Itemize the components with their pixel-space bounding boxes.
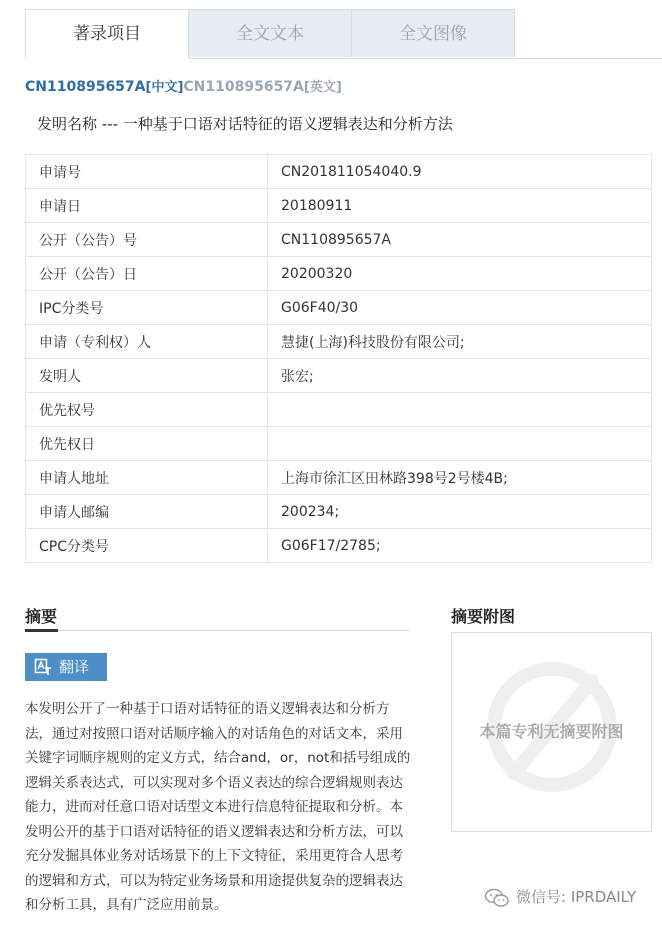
- table-row: [26, 495, 652, 529]
- publication-number-cn[interactable]: CN110895657A: [25, 79, 146, 95]
- field-value: 上海市徐汇区田林路398号2号楼4B;: [268, 461, 652, 495]
- table-row: [26, 325, 652, 359]
- field-label: 申请人地址: [26, 461, 268, 495]
- tab-fulltext[interactable]: 全文文本: [189, 9, 352, 57]
- bibliographic-table: [25, 154, 652, 563]
- translate-icon: [34, 658, 52, 676]
- field-label: CPC分类号: [26, 529, 268, 563]
- tab-divider-gap: [26, 58, 188, 59]
- field-label: 申请号: [26, 155, 268, 189]
- language-link-cn[interactable]: [中文]: [145, 80, 184, 95]
- table-row: [26, 223, 652, 257]
- language-link-en[interactable]: [英文]: [303, 80, 342, 95]
- table-row: [26, 427, 652, 461]
- field-value: 慧捷(上海)科技股份有限公司;: [268, 325, 652, 359]
- field-value: CN110895657A: [268, 223, 652, 257]
- watermark: [484, 886, 636, 908]
- tab-bar: [25, 9, 515, 59]
- abstract-text: 本发明公开了一种基于口语对话特征的语义逻辑表达和分析方法，通过对按照口语对话顺序输入的对话角色的对话文本，采用关键字词顺序规则的定义方式，结合and，or，not和括号组成的逻辑关系表达式，可以实现对多个语义表达的综合逻辑规则表达能力，进而对任意口语对话型文本进行信息特征提取和分析。本发明公开的基于口语对话特征的语义逻辑表达和分析方法，可以充分发掘具体业务对话场景下的上下文特征，采用更符合人思考的逻辑和方式，可以为特定业务场景和用途提供复杂的逻辑表达和分析工具，具有广泛应用前景。: [25, 701, 411, 913]
- field-label: 公开（公告）日: [26, 257, 268, 291]
- field-value: 张宏;: [268, 359, 652, 393]
- field-label: 申请日: [26, 189, 268, 223]
- translate-button[interactable]: [25, 653, 107, 681]
- field-label: 发明人: [26, 359, 268, 393]
- field-value: [268, 427, 652, 461]
- table-row: [26, 461, 652, 495]
- tab-bibliographic[interactable]: 著录项目: [25, 9, 189, 59]
- abstract-heading: 摘要: [25, 607, 58, 626]
- table-row: [26, 393, 652, 427]
- watermark-text: 微信号: IPRDAILY: [516, 888, 637, 906]
- field-value: 20180911: [268, 189, 652, 223]
- field-value: 20200320: [268, 257, 652, 291]
- field-value: [268, 393, 652, 427]
- no-figure-placeholder: 本篇专利无摘要附图: [479, 722, 624, 741]
- field-label: 优先权号: [26, 393, 268, 427]
- table-row: [26, 257, 652, 291]
- tab-fullimage[interactable]: 全文图像: [352, 9, 515, 57]
- invention-title: 发明名称 --- 一种基于口语对话特征的语义逻辑表达和分析方法: [37, 115, 453, 133]
- abstract-figure-box: [451, 632, 652, 832]
- abstract-figure-heading: 摘要附图: [451, 607, 516, 626]
- field-label: IPC分类号: [26, 291, 268, 325]
- abstract-divider: [25, 630, 409, 631]
- table-row: [26, 529, 652, 563]
- table-row: [26, 291, 652, 325]
- field-value: 200234;: [268, 495, 652, 529]
- publication-number-en[interactable]: CN110895657A: [183, 79, 304, 95]
- field-value: G06F17/2785;: [268, 529, 652, 563]
- wechat-icon: [484, 888, 510, 908]
- field-value: G06F40/30: [268, 291, 652, 325]
- publication-line: [25, 76, 342, 95]
- table-row: [26, 359, 652, 393]
- abstract-divider-accent: [25, 629, 58, 632]
- field-value: CN201811054040.9: [268, 155, 652, 189]
- translate-label: 翻译: [59, 658, 90, 676]
- table-row: [26, 155, 652, 189]
- field-label: 优先权日: [26, 427, 268, 461]
- table-row: [26, 189, 652, 223]
- field-label: 申请人邮编: [26, 495, 268, 529]
- field-label: 申请（专利权）人: [26, 325, 268, 359]
- field-label: 公开（公告）号: [26, 223, 268, 257]
